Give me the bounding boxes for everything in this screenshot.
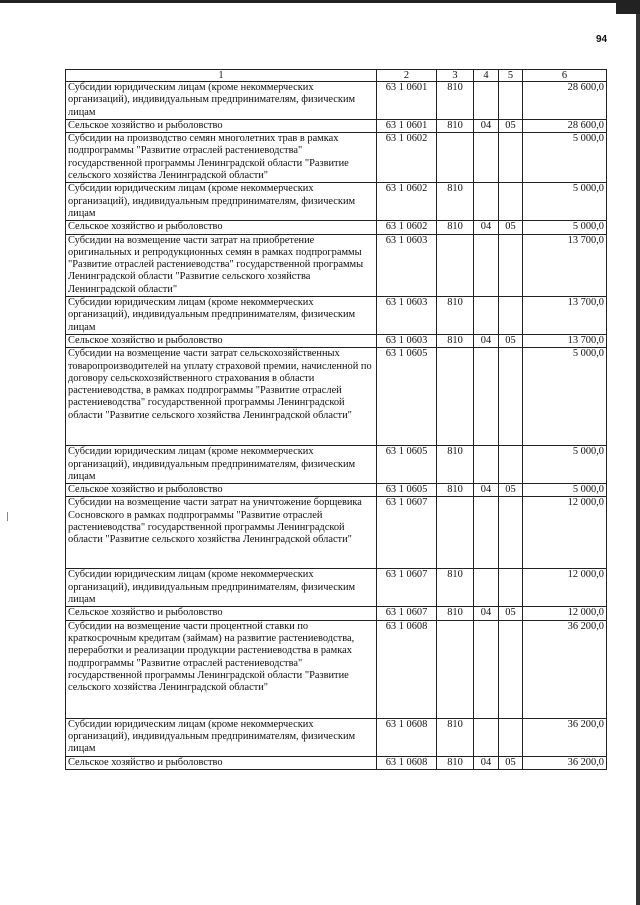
row-name: Сельское хозяйство и рыболовство: [66, 119, 377, 132]
row-rz: [474, 133, 499, 183]
header-row: [66, 70, 607, 82]
row-name: Субсидии на возмещение части затрат сельскохозяйственных товаропроизводителей на уплату страховой премии, начисленной по договору сельскохозяйственного страхования в области растениеводства, в рамках подпрограммы "Развитие отраслей растениеводства" государственной программы Ленинградской области "Развитие сельского хозяйства Ленинградской области": [66, 348, 377, 446]
row-sum: 5 000,0: [523, 348, 607, 446]
row-code: 63 1 0607: [377, 607, 437, 620]
row-pr: 05: [499, 756, 523, 769]
row-pr: [499, 569, 523, 607]
row-name: Сельское хозяйство и рыболовство: [66, 756, 377, 769]
row-rz: 04: [474, 119, 499, 132]
budget-table: [65, 69, 607, 770]
row-vr: [437, 620, 474, 718]
row-vr: 810: [437, 183, 474, 221]
row-pr: 05: [499, 607, 523, 620]
table-row: [66, 334, 607, 347]
row-rz: [474, 297, 499, 335]
row-sum: 28 600,0: [523, 82, 607, 120]
table-row: [66, 607, 607, 620]
table-row: [66, 119, 607, 132]
table-row: [66, 234, 607, 296]
row-vr: 810: [437, 446, 474, 484]
row-vr: 810: [437, 221, 474, 234]
row-rz: 04: [474, 756, 499, 769]
row-code: 63 1 0602: [377, 221, 437, 234]
row-code: 63 1 0605: [377, 446, 437, 484]
row-pr: 05: [499, 119, 523, 132]
table-row: [66, 497, 607, 569]
row-name: Сельское хозяйство и рыболовство: [66, 221, 377, 234]
row-name: Сельское хозяйство и рыболовство: [66, 607, 377, 620]
row-sum: 5 000,0: [523, 221, 607, 234]
row-pr: [499, 348, 523, 446]
row-code: 63 1 0605: [377, 484, 437, 497]
table-row: [66, 446, 607, 484]
header-col-rz: 4: [474, 70, 499, 82]
row-pr: [499, 497, 523, 569]
row-sum: 13 700,0: [523, 334, 607, 347]
row-rz: [474, 446, 499, 484]
row-vr: 810: [437, 718, 474, 756]
page-number: 94: [596, 34, 608, 45]
table-row: [66, 620, 607, 718]
row-sum: 5 000,0: [523, 446, 607, 484]
row-rz: [474, 234, 499, 296]
row-vr: 810: [437, 756, 474, 769]
row-vr: 810: [437, 334, 474, 347]
row-sum: 12 000,0: [523, 569, 607, 607]
row-rz: [474, 718, 499, 756]
row-pr: 05: [499, 334, 523, 347]
row-sum: 36 200,0: [523, 620, 607, 718]
row-rz: [474, 497, 499, 569]
row-name: Субсидии юридическим лицам (кроме некоммерческих организаций), индивидуальным предпринимателям, физическим лицам: [66, 183, 377, 221]
table-row: [66, 348, 607, 446]
row-vr: [437, 497, 474, 569]
row-code: 63 1 0602: [377, 183, 437, 221]
header-col-sum: 6: [523, 70, 607, 82]
table-row: [66, 221, 607, 234]
row-code: 63 1 0608: [377, 718, 437, 756]
row-code: 63 1 0603: [377, 297, 437, 335]
row-vr: 810: [437, 607, 474, 620]
row-vr: 810: [437, 119, 474, 132]
row-name: Субсидии юридическим лицам (кроме некоммерческих организаций), индивидуальным предпринимателям, физическим лицам: [66, 718, 377, 756]
table-row: [66, 484, 607, 497]
row-pr: [499, 82, 523, 120]
row-rz: 04: [474, 221, 499, 234]
table-row: [66, 297, 607, 335]
row-name: Субсидии юридическим лицам (кроме некоммерческих организаций), индивидуальным предпринимателям, физическим лицам: [66, 82, 377, 120]
row-pr: [499, 718, 523, 756]
row-name: Субсидии на возмещение части затрат на приобретение оригинальных и репродукционных семян в рамках подпрограммы "Развитие отраслей растениеводства" государственной программы Ленинградской области "Развитие сельского хозяйства Ленинградской области": [66, 234, 377, 296]
row-code: 63 1 0603: [377, 234, 437, 296]
scan-border-right: [636, 0, 640, 905]
row-name: Сельское хозяйство и рыболовство: [66, 334, 377, 347]
table-row: [66, 133, 607, 183]
row-pr: [499, 183, 523, 221]
table-row: [66, 569, 607, 607]
header-col-code: 2: [377, 70, 437, 82]
margin-mark: [7, 512, 8, 521]
row-rz: 04: [474, 334, 499, 347]
row-sum: 36 200,0: [523, 718, 607, 756]
row-vr: [437, 348, 474, 446]
row-code: 63 1 0607: [377, 569, 437, 607]
row-name: Субсидии на возмещение части затрат на уничтожение борщевика Сосновского в рамках подпрограммы "Развитие отраслей растениеводства" государственной программы Ленинградской области "Развитие сельского хозяйства Ленинградской области": [66, 497, 377, 569]
row-vr: [437, 234, 474, 296]
row-sum: 28 600,0: [523, 119, 607, 132]
row-sum: 5 000,0: [523, 183, 607, 221]
header-col-vr: 3: [437, 70, 474, 82]
row-name: Субсидии юридическим лицам (кроме некоммерческих организаций), индивидуальным предпринимателям, физическим лицам: [66, 446, 377, 484]
row-pr: [499, 446, 523, 484]
row-sum: 12 000,0: [523, 607, 607, 620]
row-code: 63 1 0605: [377, 348, 437, 446]
row-code: 63 1 0607: [377, 497, 437, 569]
table-row: [66, 718, 607, 756]
row-vr: 810: [437, 82, 474, 120]
row-sum: 13 700,0: [523, 297, 607, 335]
row-name: Субсидии юридическим лицам (кроме некоммерческих организаций), индивидуальным предпринимателям, физическим лицам: [66, 569, 377, 607]
row-pr: [499, 620, 523, 718]
row-rz: [474, 620, 499, 718]
row-pr: 05: [499, 221, 523, 234]
row-rz: [474, 569, 499, 607]
row-pr: 05: [499, 484, 523, 497]
row-name: Субсидии на производство семян многолетних трав в рамках подпрограммы "Развитие отраслей растениеводства" государственной программы Ленинградской области "Развитие сельского хозяйства Ленинградской области": [66, 133, 377, 183]
row-sum: 13 700,0: [523, 234, 607, 296]
row-rz: [474, 183, 499, 221]
row-name: Субсидии юридическим лицам (кроме некоммерческих организаций), индивидуальным предпринимателям, физическим лицам: [66, 297, 377, 335]
table-row: [66, 82, 607, 120]
scan-corner: [616, 0, 640, 14]
row-name: Субсидии на возмещение части процентной ставки по краткосрочным кредитам (займам) на развитие растениеводства, переработки и реализации продукции растениеводства в рамках подпрограммы "Развитие отраслей растениеводства" государственной программы Ленинградской области "Развитие сельского хозяйства Ленинградской области": [66, 620, 377, 718]
row-rz: 04: [474, 484, 499, 497]
scan-border-top: [0, 0, 640, 3]
row-code: 63 1 0602: [377, 133, 437, 183]
row-sum: 12 000,0: [523, 497, 607, 569]
row-rz: 04: [474, 607, 499, 620]
row-code: 63 1 0608: [377, 756, 437, 769]
row-code: 63 1 0608: [377, 620, 437, 718]
row-pr: [499, 133, 523, 183]
row-code: 63 1 0601: [377, 119, 437, 132]
header-col-name: 1: [66, 70, 377, 82]
row-vr: 810: [437, 484, 474, 497]
row-sum: 5 000,0: [523, 484, 607, 497]
row-sum: 36 200,0: [523, 756, 607, 769]
row-name: Сельское хозяйство и рыболовство: [66, 484, 377, 497]
header-col-pr: 5: [499, 70, 523, 82]
row-pr: [499, 234, 523, 296]
row-vr: [437, 133, 474, 183]
row-code: 63 1 0601: [377, 82, 437, 120]
row-code: 63 1 0603: [377, 334, 437, 347]
row-vr: 810: [437, 297, 474, 335]
row-pr: [499, 297, 523, 335]
table-row: [66, 183, 607, 221]
row-rz: [474, 348, 499, 446]
row-rz: [474, 82, 499, 120]
row-sum: 5 000,0: [523, 133, 607, 183]
table-row: [66, 756, 607, 769]
row-vr: 810: [437, 569, 474, 607]
